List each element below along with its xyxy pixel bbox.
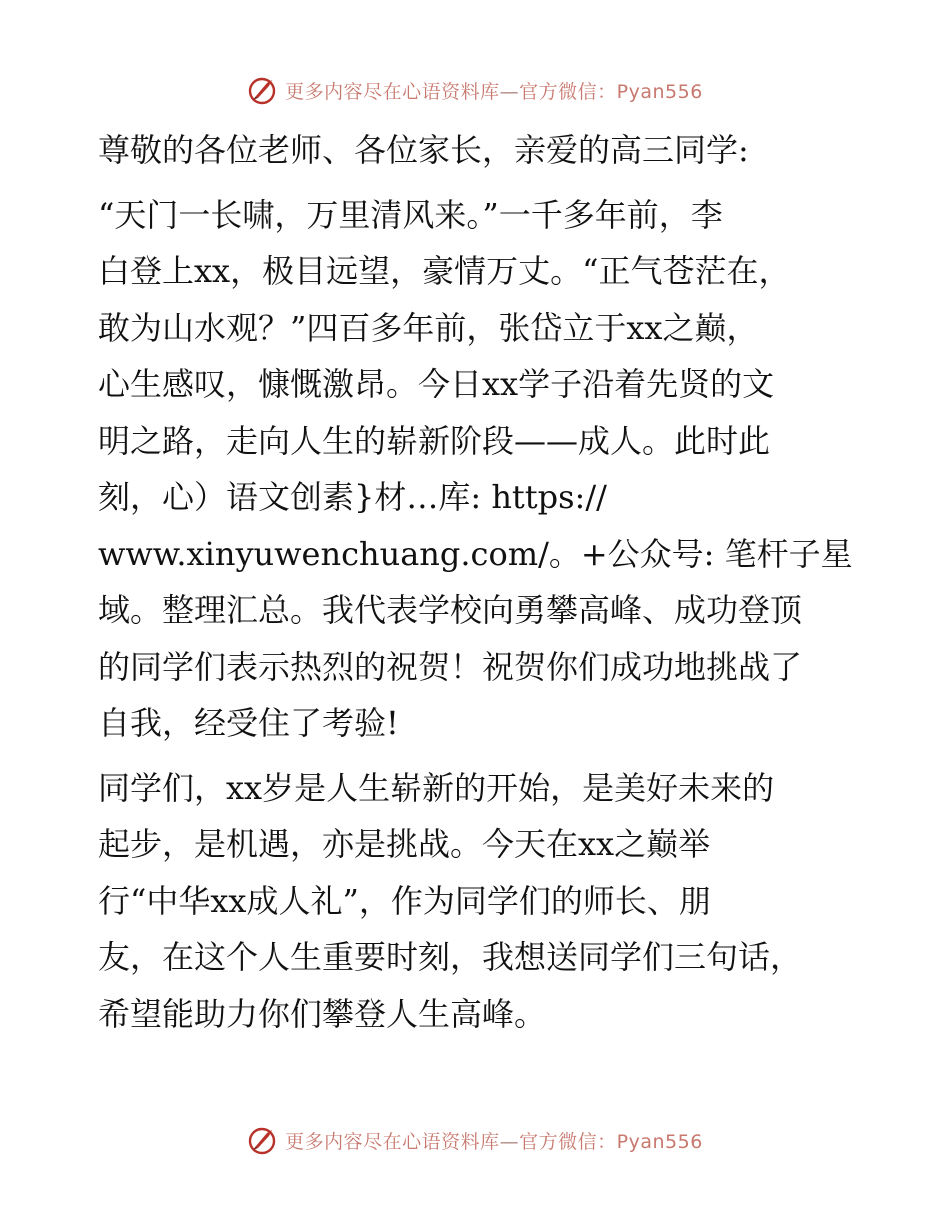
header-separator: — bbox=[499, 80, 520, 103]
pen-nib-logo-icon bbox=[247, 1124, 279, 1156]
footer-banner bbox=[0, 1120, 950, 1160]
footer-banner-text bbox=[285, 1127, 703, 1154]
document-body bbox=[98, 122, 858, 1042]
header-site-text: 更多内容尽在心语资料库 bbox=[285, 80, 500, 103]
footer-site-text: 更多内容尽在心语资料库 bbox=[285, 1130, 500, 1153]
header-banner-text bbox=[285, 77, 703, 104]
header-wechat-text: 官方微信：Pyan556 bbox=[519, 80, 703, 103]
salutation: 尊敬的各位老师、各位家长，亲爱的高三同学: bbox=[98, 131, 749, 169]
footer-wechat-text: 官方微信：Pyan556 bbox=[519, 1130, 703, 1153]
paragraph-1: “天门一长啸，万里清风来。”一千多年前，李 白登上xx，极目远望，豪情万丈。“正气苍茫在， 敢为山水观？”四百多年前，张岱立于xx之巅， 心生感叹，慷慨激昂。今日xx学子沿着先贤的文 明之路，走向人生的崭新阶段——成人。此时此 刻，心）语文创素}材…库: https:// www.xinyuwenchuang.com/。+公众号: 笔杆子星 域。整理汇总。我代表学校向勇攀高峰、成功登顶 的同学们表示热烈的祝贺！祝贺你们成功地挑战了 自我，经受住了考验! bbox=[98, 195, 853, 742]
pen-nib-logo-icon bbox=[247, 74, 279, 106]
header-banner bbox=[0, 70, 950, 110]
paragraph-2: 同学们，xx岁是人生崭新的开始，是美好未来的 起步，是机遇，亦是挑战。今天在xx之巅举 行“中华xx成人礼”，作为同学们的师长、朋 友，在这个人生重要时刻，我想送同学们三句话， 希望能助力你们攀登人生高峰。 bbox=[98, 768, 803, 1033]
footer-separator: — bbox=[499, 1130, 520, 1153]
